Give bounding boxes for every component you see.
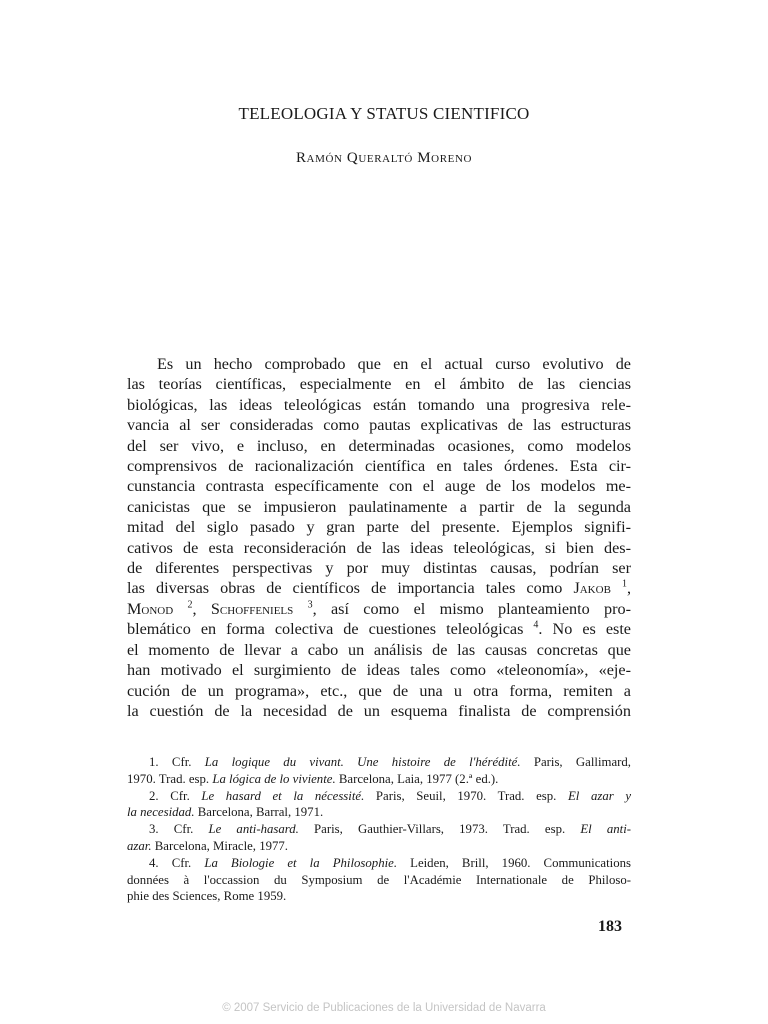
cited-work-title: Le hasard et la nécessité. (201, 788, 365, 803)
cited-work-title: La lógica de lo viviente. (212, 771, 336, 786)
article-title: TELEOLOGIA Y STATUS CIENTIFICO (238, 104, 530, 123)
body-line (127, 578, 631, 598)
body-line: cativos de esta reconsideración de las ideas teleológicas, si bien des- (127, 538, 631, 557)
footnote-text: Barcelona, Laia, 1977 (2.ª ed.). (338, 771, 499, 786)
cited-work-title: El anti- (580, 822, 632, 837)
cited-work-title: El azar y (567, 788, 631, 803)
footnote-4 (127, 855, 631, 872)
body-line: Es un hecho comprobado que en el actual curso evolutivo de (157, 355, 631, 373)
footnote-text: Barcelona, Barral, 1971. (197, 805, 324, 820)
footnote-3-cont (127, 838, 631, 855)
cited-author-jakob: Jakob (573, 579, 611, 598)
body-line: cución de un programa», etc., que de una u otra forma, remiten a (127, 681, 631, 700)
footnote-2 (127, 788, 631, 805)
footnote-text: Cfr. (171, 755, 192, 769)
footnote-text: Cfr. (173, 822, 194, 837)
body-line: mitad del siglo pasado y gran parte del presente. Ejemplos signifi- (127, 518, 631, 537)
footnote-3 (127, 821, 631, 838)
footnote-text: Barcelona, Miracle, 1977. (154, 838, 288, 853)
footnote-number: 4. (149, 855, 159, 870)
cited-work-title: azar. (127, 838, 152, 853)
body-line (127, 619, 631, 639)
cited-author-monod: Monod (127, 599, 174, 618)
footnote-4-cont: données à l'occassion du Symposium de l'Académie Internationale de Philoso- (127, 872, 631, 887)
footnote-ref-1: 1 (621, 579, 627, 591)
cited-work-title: La Biologie et la Philosophie. (204, 855, 398, 870)
page-number: 183 (598, 918, 622, 935)
article-author: Ramón Queraltó Moreno (295, 150, 473, 166)
body-text-segment: . No es este (538, 620, 631, 639)
cited-work-title: la necesidad. (127, 805, 195, 820)
body-text-segment: , (626, 579, 631, 598)
body-line: cunstancia contrasta específicamente con el auge de los modelos me- (127, 477, 631, 496)
body-line (127, 599, 631, 619)
footnote-4-cont: phie des Sciences, Rome 1959. (127, 889, 287, 904)
body-line: la cuestión de la necesidad de un esquema finalista de comprensión (127, 701, 631, 720)
footnote-number: 1. (149, 755, 159, 769)
body-line: del ser vivo, e incluso, en determinadas ocasiones, como modelos (127, 436, 631, 455)
body-text-segment: las diversas obras de científicos de importancia tales como (127, 579, 563, 598)
footnote-1 (127, 754, 631, 771)
body-line: biológicas, las ideas teleológicas están tomando una progresiva rele- (127, 395, 631, 414)
body-line: canicistas que se impusieron paulatinamente a partir de la segunda (127, 497, 631, 516)
footnote-ref-2: 2 (187, 599, 193, 611)
footnote-text: Leiden, Brill, 1960. Communications (410, 855, 631, 870)
footnote-number: 2. (149, 788, 159, 803)
body-line: comprensivos de racionalización científica en tales órdenes. Esta cir- (127, 457, 631, 476)
body-line: han motivado el surgimiento de ideas tales como «teleonomía», «eje- (127, 661, 631, 680)
article-body (127, 354, 631, 721)
footnote-ref-3: 3 (307, 599, 313, 611)
footnote-text: 1970. Trad. esp. (127, 771, 210, 786)
footnote-text: Cfr. (171, 855, 192, 870)
footnote-text: Cfr. (170, 788, 190, 803)
body-line: el momento de llevar a cabo un análisis de las causas concretas que (127, 640, 631, 659)
footnote-text: Paris, Gauthier-Villars, 1973. Trad. esp. (314, 822, 566, 837)
body-line: de diferentes perspectivas y por muy distintas causas, podrían ser (127, 559, 631, 578)
cited-work-title: Le anti-hasard. (208, 822, 299, 837)
footnote-ref-4: 4 (533, 619, 539, 631)
footnote-2-cont (127, 804, 631, 821)
footnote-number: 3. (149, 822, 159, 837)
body-text-segment: blemático en forma colectiva de cuestiones teleológicas (127, 620, 524, 639)
body-text-segment: , (192, 599, 211, 618)
cited-work-title: La logique du vivant. Une histoire de l'hérédité. (204, 755, 521, 769)
copyright-notice: © 2007 Servicio de Publicaciones de la Universidad de Navarra (222, 1002, 546, 1014)
body-line: vancia al ser consideradas como pautas explicativas de las estructuras (127, 416, 631, 435)
footnote-1-cont (127, 771, 631, 788)
footnotes (127, 754, 631, 905)
body-text-segment: , así como el mismo planteamiento pro- (312, 599, 632, 618)
footnote-text: Paris, Gallimard, (533, 755, 632, 769)
cited-author-schoffeniels: Schoffeniels (210, 599, 294, 618)
body-line: las teorías científicas, especialmente en el ámbito de las ciencias (127, 375, 631, 394)
footnote-text: Paris, Seuil, 1970. Trad. esp. (375, 788, 557, 803)
